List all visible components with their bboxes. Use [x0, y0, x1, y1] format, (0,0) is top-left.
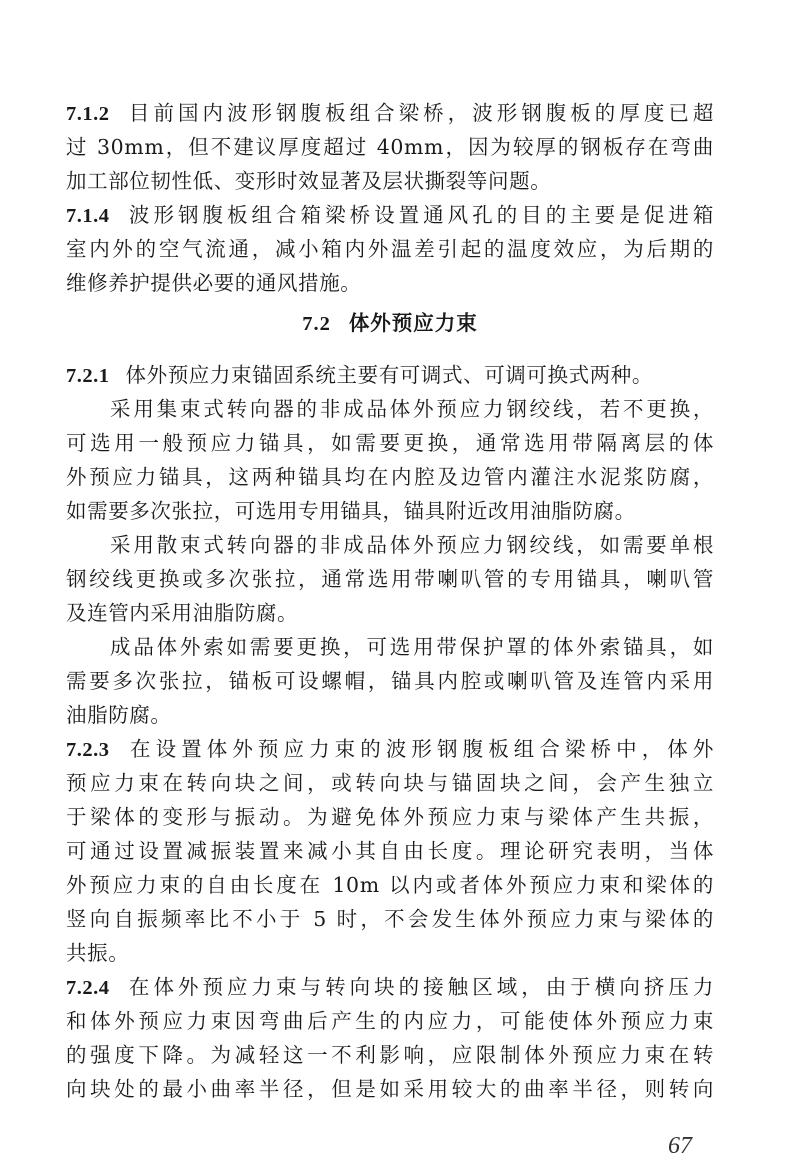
clause-text: 加工部位韧性低、变形时效显著及层状撕裂等问题。 — [66, 169, 552, 193]
clause-text: 外预应力锚具，这两种锚具均在内腔及边管内灌注水泥浆防腐， — [66, 465, 714, 489]
clause-text: 如需要多次张拉，可选用专用锚具，锚具附近改用油脂防腐。 — [66, 499, 636, 523]
clause-7-2-1 — [66, 358, 714, 732]
clause-text: 的强度下降。为减轻这一不利影响，应限制体外预应力束在转 — [66, 1043, 714, 1067]
section-title: 体外预应力束 — [348, 311, 478, 335]
clause-number: 7.2.1 — [66, 365, 110, 387]
clause-text: 外预应力束的自由长度在 10m 以内或者体外预应力束和梁体的 — [66, 873, 714, 897]
clause-text: 需要多次张拉，锚板可设螺帽，锚具内腔或喇叭管及连管内采用 — [66, 669, 714, 693]
clause-text: 于梁体的变形与振动。为避免体外预应力束与梁体产生共振， — [66, 805, 714, 829]
clause-text: 钢绞线更换或多次张拉，通常选用带喇叭管的专用锚具，喇叭管 — [66, 567, 714, 591]
clause-text: 在体外预应力束与转向块的接触区域，由于横向挤压力 — [125, 975, 714, 999]
section-number: 7.2 — [302, 313, 331, 335]
clause-text: 采用散束式转向器的非成品体外预应力钢绞线，如需要单根 — [110, 533, 714, 557]
section-heading-7-2 — [66, 306, 714, 350]
clause-text: 波形钢腹板组合箱梁桥设置通风孔的目的主要是促进箱 — [125, 203, 714, 227]
clause-7-2-3 — [66, 732, 714, 970]
clause-text: 向块处的最小曲率半径，但是如采用较大的曲率半径，则转向 — [66, 1077, 714, 1101]
clause-number: 7.2.4 — [66, 977, 110, 999]
clause-text: 预应力束在转向块之间，或转向块与锚固块之间，会产生独立 — [66, 771, 714, 795]
clause-text: 和体外预应力束因弯曲后产生的内应力，可能使体外预应力束 — [66, 1009, 714, 1033]
clause-text: 体外预应力束锚固系统主要有可调式、可调可换式两种。 — [125, 363, 653, 387]
clause-number: 7.1.4 — [66, 205, 110, 227]
clause-text: 采用集束式转向器的非成品体外预应力钢绞线，若不更换， — [110, 397, 714, 421]
clause-text: 可通过设置减振装置来减小其自由长度。理论研究表明，当体 — [66, 839, 714, 863]
clause-number: 7.2.3 — [66, 739, 110, 761]
clause-text: 在设置体外预应力束的波形钢腹板组合梁桥中，体外 — [125, 737, 714, 761]
document-page — [66, 96, 714, 1106]
clause-7-1-4 — [66, 198, 714, 300]
clause-text: 竖向自振频率比不小于 5 时，不会发生体外预应力束与梁体的 — [66, 907, 714, 931]
clause-text: 共振。 — [66, 941, 130, 965]
clause-number: 7.1.2 — [66, 103, 110, 125]
clause-text: 过 30mm，但不建议厚度超过 40mm，因为较厚的钢板存在弯曲 — [66, 135, 714, 159]
clause-7-2-4 — [66, 970, 714, 1106]
clause-text: 及连管内采用油脂防腐。 — [66, 601, 299, 625]
clause-text: 室内外的空气流通，减小箱内外温差引起的温度效应，为后期的 — [66, 237, 714, 261]
page-number: 67 — [668, 1133, 692, 1159]
clause-7-1-2 — [66, 96, 714, 198]
clause-text: 目前国内波形钢腹板组合梁桥，波形钢腹板的厚度已超 — [125, 101, 714, 125]
clause-text: 维修养护提供必要的通风措施。 — [66, 271, 362, 295]
clause-text: 可选用一般预应力锚具，如需要更换，通常选用带隔离层的体 — [66, 431, 714, 455]
clause-text: 成品体外索如需要更换，可选用带保护罩的体外索锚具，如 — [110, 635, 714, 659]
clause-text: 油脂防腐。 — [66, 703, 172, 727]
